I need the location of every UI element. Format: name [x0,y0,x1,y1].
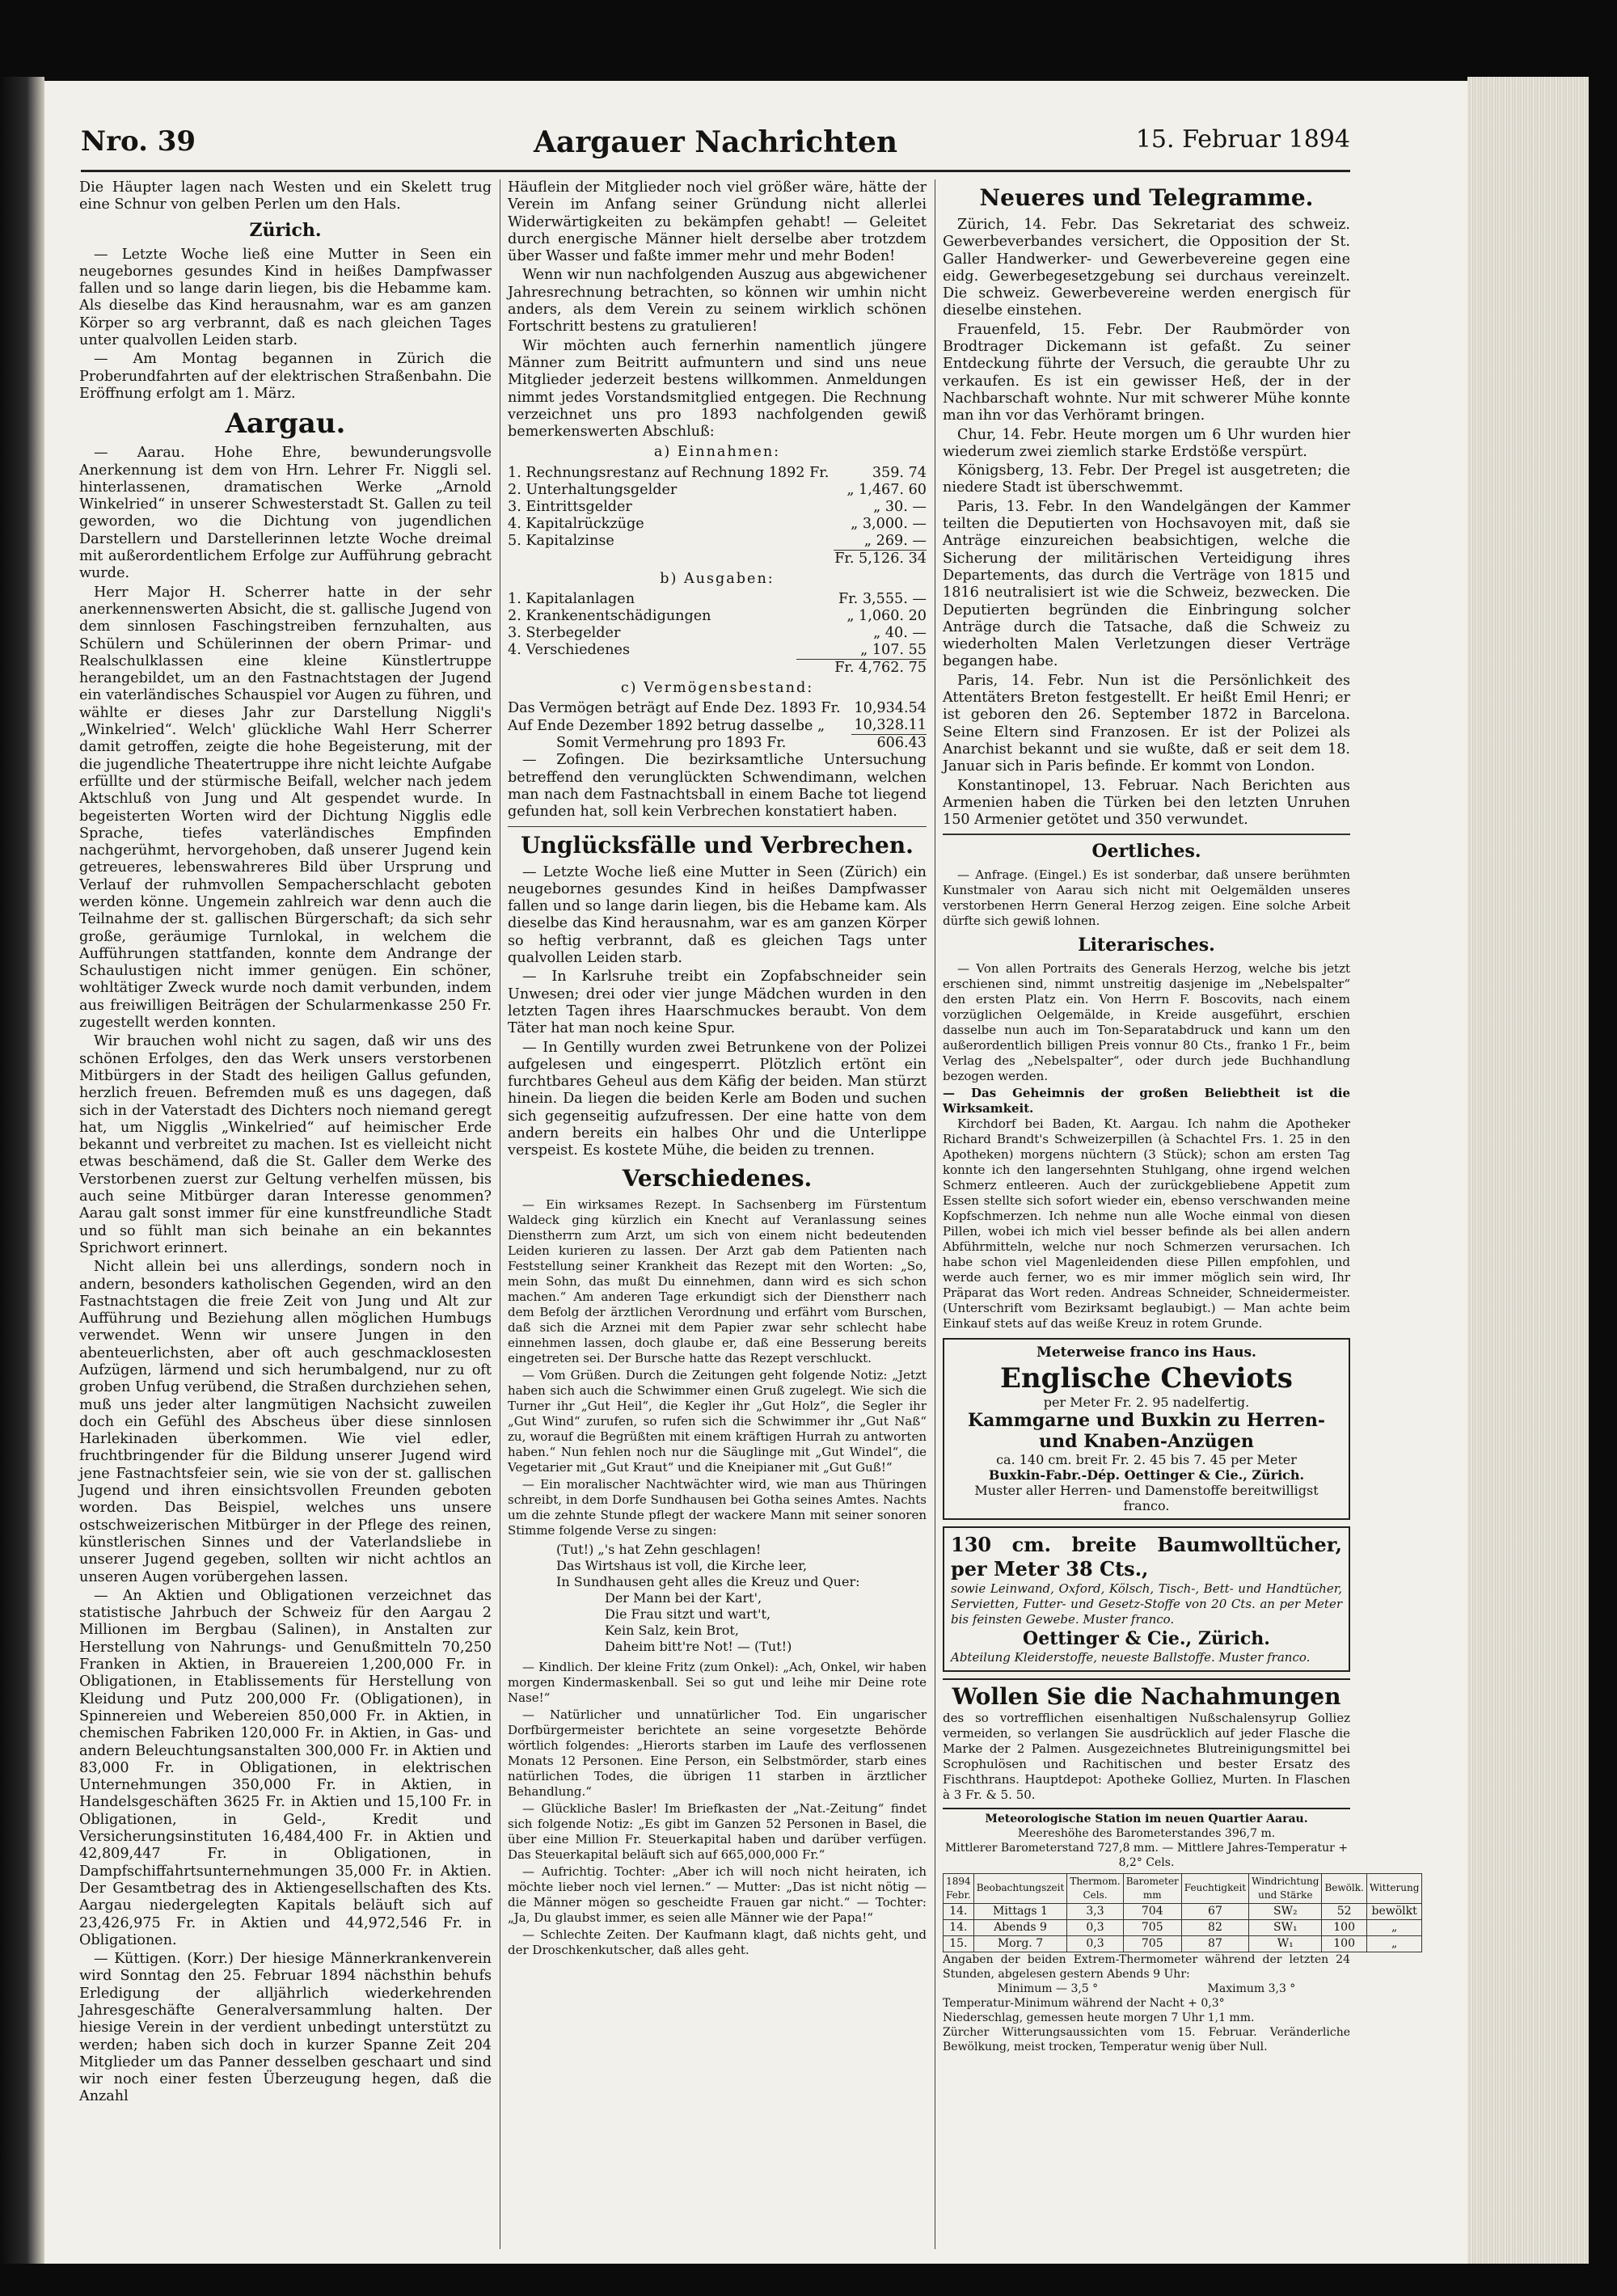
table-cell: 87 [1181,1935,1248,1952]
article-text: — Schlechte Zeiten. Der Kaufmann klagt, daß nichts geht, und der Droschkenkutscher, daß alles geht. [508,1927,927,1957]
table-cell: „ 3,000. — [851,515,927,532]
table-cell: 705 [1123,1935,1181,1952]
column-1 [79,179,492,2108]
column-2 [508,179,927,1960]
article-text: — Kindlich. Der kleine Fritz (zum Onkel): „Ach, Onkel, wir haben morgen Kindermaskenball. Sei so gut und leihe mir Deine rote Nase!“ [508,1659,927,1705]
ad-title: Wollen Sie die Nachahmungen [943,1678,1350,1711]
ad-line: Muster aller Herren- und Damenstoffe bereitwilligst franco. [974,1482,1319,1513]
table-total: Fr. 4,762. 75 [796,660,927,677]
advertisement-golliez [943,1678,1350,1803]
section-heading-ungluecksfaelle: Unglücksfälle und Verbrechen. [521,831,914,859]
ad-firm: Oettinger & Cie., Zürich. [1023,1627,1270,1649]
article-text: Konstantinopel, 13. Februar. Nach Berichten aus Armenien haben die Türken bei den letzten Unruhen 150 Armenier getötet und 350 verwundet. [943,777,1350,829]
table-cell: 704 [1123,1903,1181,1919]
table-cell: 4. Verschiedenes [508,642,630,659]
table-header: Beobachtungszeit [973,1873,1067,1903]
table-cell: 3,3 [1067,1903,1123,1919]
verse-line: Das Wirtshaus ist voll, die Kirche leer, [556,1557,808,1573]
table-cell: Fr. 3,555. — [838,591,927,608]
column-3 [943,179,1420,2054]
table-header: Bewölk. [1322,1873,1366,1903]
table-row [508,717,927,735]
table-row [944,1903,1422,1919]
table-cell: Mittags 1 [973,1903,1067,1919]
article-text: — Von allen Portraits des Generals Herzog, welche bis jetzt erschienen sind, nimmt unstreitig dasjenige im „Nebelspalter“ den ersten Platz ein. Von Herrn F. Boscovits, nach einem vorzüglichen Oelgemälde, in Kreide ausgeführt, erschien dasselbe nun auch im Ton-Separatabdruck und kann um den außerordentlich billigen Preis vonnur 80 Cts., franko 1 Fr., beim Verlag des „Nebelspalter“, oder durch jede Buchhandlung bezogen werden. [943,961,1350,1084]
table-cell: 0,3 [1067,1919,1123,1935]
table-cell: „ 30. — [873,498,927,515]
table-cell: „ 269. — [863,532,927,549]
account-subheading: c) Vermögensbestand: [620,680,814,697]
advertisement-baumwolltuecher [943,1526,1350,1672]
vermoegen-table [508,700,927,752]
weather-note: Angaben der beiden Extrem-Thermometer während der letzten 24 Stunden, abgelesen gestern Abends 9 Uhr: [943,1952,1350,1981]
table-cell: 15. [944,1935,974,1952]
table-cell: 10,934.54 [854,700,927,717]
ad-text: Kirchdorf bei Baden, Kt. Aargau. Ich nahm die Apotheker Richard Brandt's Schweizerpillen (à Schachtel Frs. 1. 25 in den Apotheken) morgens nüchtern (3 Stück); schon am ersten Tag konnte ich den langersehnten Stuhlgang, ohne irgend welchen Schmerz entleeren. Auch der zurückgebliebene Appetit zum Essen stellte sich sofort wieder ein, ebenso verschwanden meine Kopfschmerzen. Ich nehme nun alle Woche einmal von diesen Pillen, wobei ich mich viel besser befinde als bei allen andern Abführmitteln, welche nur noch Schmerzen verursachen. Ich habe schon viel Magenleidenden diese Pillen empfohlen, und werde auch ferner, wo es mir immer möglich sein wird, Ihr Präparat das Wort reden. Andreas Schneider, Schneidermeister. (Unterschrift vom Bezirksamt beglaubigt.) — Man achte beim Einkauf stets auf das weiße Kreuz in rotem Grunde. [943,1116,1350,1332]
page-left-edge [0,77,44,2264]
table-cell: SW₂ [1249,1903,1322,1919]
table-row [508,516,927,533]
article-text: Wir möchten auch fernerhin namentlich jüngere Männer zum Beitritt aufmuntern und sind uns neue Mitglieder jederzeit bestens willkommen. Anmeldungen nimmt jedes Vorstandsmitglied entgegen. Die Rechnung verzeichnet uns pro 1893 nachfolgenden gewiß bemerkenswerten Abschluß: [508,337,927,441]
ad-line: ca. 140 cm. breit Fr. 2. 45 bis 7. 45 per Meter [996,1451,1297,1467]
table-cell: 2. Krankenentschädigungen [508,608,711,625]
table-cell: Abends 9 [973,1919,1067,1935]
table-row [508,660,927,677]
verse-line: Kein Salz, kein Brot, [605,1622,739,1638]
table-row [508,482,927,499]
weather-forecast: Zürcher Witterungsaussichten vom 15. Februar. Veränderliche Bewölkung, meist trocken, Temperatur wenig über Null. [943,2025,1350,2053]
weather-max: Maximum 3,3 ° [1207,1982,1296,1995]
issue-number: Nro. 39 [81,125,196,158]
section-heading-neueres: Neueres und Telegramme. [979,184,1314,211]
weather-extremes [943,1982,1350,1996]
table-cell: 52 [1322,1903,1366,1919]
article-text: — Aarau. Hohe Ehre, bewunderungsvolle Anerkennung ist dem von Hrn. Lehrer Fr. Niggli sel. hinterlassenen, dramatischen Werke „Arnold Winkelried“ in unserer Schwesterstadt St. Gallen zu teil geworden, wo die Dichtung von jugendlichen Darstellern und Darstellerinnen letzte Woche dreimal mit außerordentlichem Erfolge zur Aufführung gebracht wurde. [79,445,492,582]
ad-line: Meterweise franco ins Haus. [1036,1344,1256,1361]
table-header: Feuchtigkeit [1181,1873,1248,1903]
weather-table [943,1873,1422,1952]
article-text: — Ein wirksames Rezept. In Sachsenberg im Fürstentum Waldeck ging kürzlich ein Knecht auf Veranlassung seines Dienstherrn zum Arzt, um sich von einem nicht bedeutenden Leiden kurieren zu lassen. Der Arzt gab dem Patienten nach Feststellung seiner Krankheit das Rezept mit den Worten: „So, mein Sohn, das mußt Du einnehmen, dann wird es sich schon machen.“ Am anderen Tage erkundigt sich der Dienstherr nach dem Befolg der ärztlichen Verordnung und erfährt vom Burschen, daß sich die Arznei mit dem Papier zwar sehr schlecht habe einnehmen lassen, doch glaube er, daß eine Besserung bereits eingetreten sei. Der Bursche hatte das Rezept verschluckt. [508,1197,927,1365]
table-cell: Somit Vermehrung pro 1893 Fr. [556,735,787,752]
ad-title: Englische Cheviots [1000,1361,1293,1395]
table-row [508,465,927,482]
table-cell: „ [1366,1935,1422,1952]
article-text: Häuflein der Mitglieder noch viel größer wäre, hätte der Verein im Anfang seiner Gründung nicht allerlei Widerwärtigkeiten zu bekämpfen gehabt! — Geleitet durch energische Männer hielt derselbe aber trotzdem über Wasser und faßte immer mehr und mehr Boden! [508,179,927,265]
article-text: — Letzte Woche ließ eine Mutter in Seen ein neugebornes gesundes Kind in heißes Dampfwasser fallen und so lange darin liegen, bis die Hebamme kam. Als dieselbe das Kind herausnahm, war es am ganzen Körper so arg verbrannt, daß es nach gleichen Tages unter qualvollen Leiden starb. [79,246,492,349]
article-text: — Letzte Woche ließ eine Mutter in Seen (Zürich) ein neugebornes gesundes Kind in heißes Dampfwasser fallen und so lange darin liegen, bis die Hebame kam. Als dieselbe das Kind herausnahm, war es am ganzen Körper so heftig verbrannt, daß es gleichen Tags unter qualvollen Leiden starb. [508,863,927,967]
article-text: — Glückliche Basler! Im Briefkasten der „Nat.-Zeitung“ findet sich folgende Notiz: „Es gibt im Ganzen 52 Personen in Basel, die über eine Million Fr. Steuerkapital haben und darüber verfügen. Das Steuerkapital beläuft sich auf 665,000,000 Fr.“ [508,1800,927,1862]
ad-title: 130 cm. breite Baumwolltücher, per Meter 38 Cts., [951,1532,1342,1581]
ad-text: des so vortrefflichen eisenhaltigen Nußschalensyrup Golliez vermeiden, so verlangen Sie ausdrücklich auf jeder Flasche die Marke der 2 Palmen. Ausgezeichnetes Blutreinigungsmittel bei Scrophulösen und Rachitischen und bester Ersatz des Fischthrans. Hauptdepot: Apotheke Golliez, Murten. In Flaschen à 3 Fr. & 5. 50. [943,1710,1350,1802]
ad-text: Abteilung Kleiderstoffe, neueste Ballstoffe. Muster franco. [951,1649,1311,1665]
article-text: — Aufrichtig. Tochter: „Aber ich will noch nicht heiraten, ich möchte lieber noch viel lernen.“ — Mutter: „Das ist nicht nötig — die Männer mögen so gescheidte Frauen gar nicht.“ — Tochter: „Ja, Du glaubst immer, es seien alle Männer wie der Papa!“ [508,1863,927,1925]
weather-sub: Meereshöhe des Barometerstandes 396,7 m. [1017,1826,1276,1840]
table-header: Barometer mm [1123,1873,1181,1903]
weather-note: Niederschlag, gemessen heute morgen 7 Uhr 1,1 mm. [943,2011,1255,2024]
table-cell: 4. Kapitalrückzüge [508,515,644,532]
table-row [508,533,927,551]
verse-line: (Tut!) „'s hat Zehn geschlagen! [556,1541,762,1557]
article-text: — In Karlsruhe treibt ein Zopfabschneider sein Unwesen; drei oder vier junge Mädchen wurden in den letzten Tagen ihres Haarschmuckes beraubt. Von dem Täter hat man noch keine Spur. [508,969,927,1037]
weather-title: Meteorologische Station im neuen Quartier Aarau. [985,1812,1308,1825]
ad-text: sowie Leinwand, Oxford, Kölsch, Tisch-, Bett- und Handtücher, Servietten, Futter- und Gesetz-Stoffe von 20 Cts. an per Meter bis feinsten Gewebe. Muster franco. [951,1581,1342,1627]
table-cell: 1. Rechnungsrestanz auf Rechnung 1892 Fr. [508,464,830,481]
table-cell: „ [1366,1919,1422,1935]
table-row [508,591,927,608]
table-cell: „ 1,467. 60 [846,481,927,498]
ad-line: Buxkin-Fabr.-Dép. Oettinger & Cie., Zürich. [988,1467,1305,1483]
article-text: — Küttigen. (Korr.) Der hiesige Männerkrankenverein wird Sonntag den 25. Februar 1894 nächsthin behufs Erledigung der alljährlich wiederkehrenden Jahresgeschäfte Generalversammlung halten. Der hiesige Verein in der verdient unbedingt unterstützt zu werden; haben sich doch in kurzer Spanne Zeit 204 Mitglieder um das Panner desselben geschaart und sind wir noch einer festen Überzeugung hegen, daß die Anzahl [79,1951,492,2105]
section-heading-zuerich: Zürich. [249,219,322,241]
article-text: Nicht allein bei uns allerdings, sondern noch in andern, besonders katholischen Gegenden, wird an den Fastnachtstagen die freie Zeit von Jung und Alt zur Aufführung und Beziehung allen möglichen Humbugs verwendet. Wenn wir unsere Jungen in den abenteuerlichsten, aber oft auch geschmacklosesten Aufzügen, lärmend und sich herumbalgend, nur zu oft groben Unfug verübend, die Straßen durchziehen sehen, muß uns jeder alter langmütigen Nachsicht zuweilen doch ein Gefühl des Abscheus über diese sinnlosen Harlekinaden überkommen. Wie viel edler, fruchtbringender für die Bildung unserer Jugend wird jene Fastnachtsfeier sein, wie sie von der st. gallischen Jugend und ihren einsichtsvollen Freunden geboten worden. Das Beispiel, welches uns unsere ostschweizerischen Mitbürger in der Pflege des reinen, künstlerischen Sinnes und der Vaterlandsliebe in unserer Jugend gegeben, sollten wir nicht achtlos an unseren Augen vorübergehen lassen. [79,1259,492,1585]
article-text: — In Gentilly wurden zwei Betrunkene von der Polizei aufgelesen und eingesperrt. Plötzlich ertönt ein furchtbares Geheul aus dem Käfig der beiden. Man stürzt hinein. Da liegen die beiden Kerle am Boden und suchen sich gegenseitig aufzufressen. Der eine hatte von dem andern bereits ein halbes Ohr und die Unterlippe verspeist. Es kostete Mühe, die beiden zu trennen. [508,1039,927,1159]
table-row [944,1935,1422,1952]
header-rule [81,170,1350,172]
page-header [81,125,1350,166]
table-row [508,625,927,642]
account-subheading: a) Einnahmen: [653,444,781,461]
table-cell: „ 107. 55 [860,642,927,659]
article-text: Wir brauchen wohl nicht zu sagen, daß wir uns des schönen Erfolges, den das Werk unsers verstorbenen Mitbürgers in der Stadt des heiligen Gallus gefunden, herzlich freuen. Befremden muß es uns dagegen, daß sich in der Vaterstadt des Dichters noch niemand geregt hat, um Nigglis „Winkelried“ auf heimischer Erde bekannt und verbreitet zu machen. Ist es vielleicht nicht etwas beschämend, daß die St. Galler dem Werke des Verstorbenen zuerst zur Geltung verhelfen müssen, bis auch seine Mitbürger daran Interesse genommen? Aarau galt sonst immer für eine kunstfreundliche Stadt und so fühlt man sich beinahe an ein bekanntes Sprichwort erinnert. [79,1033,492,1256]
ausgaben-table [508,591,927,677]
verse-line: Die Frau sitzt und wart't, [605,1606,771,1622]
table-cell: 67 [1181,1903,1248,1919]
table-cell: 5. Kapitalzinse [508,533,614,549]
table-header-row [944,1873,1422,1903]
einnahmen-table [508,465,927,568]
article-text: Königsberg, 13. Febr. Der Pregel ist ausgetreten; die niedere Stadt ist überschwemmt. [943,462,1350,496]
article-text: Paris, 13. Febr. In den Wandelgängen der Kammer teilten die Deputierten von Hochsavoyen mit, daß sie Anträge einzureichen beabsichtigen, welche die Sicherung der militärischen Verteidigung ihres Departements, das durch die Verträge von 1815 und 1816 neutralisiert ist wie die Schweiz, bezwecken. Die Deputierten begründen die Einbringung solcher Anträge durch die Tatsache, daß die Schweiz zu wiederholten Malen Verletzungen dieser Verträge begangen habe. [943,498,1350,670]
table-row [508,700,927,717]
table-cell: W₁ [1249,1935,1322,1952]
article-text: Frauenfeld, 15. Febr. Der Raubmörder von Brodtrager Dickemann ist gefaßt. Zu seiner Entdeckung führte der Versuch, die geraubte Uhr zu verkaufen. Es ist ein gewisser Heß, der in der Nachbarschaft wohnte. Nur mit schwerer Mühe konnte man ihn vor das Verhöramt bringen. [943,321,1350,424]
table-cell: 606.43 [851,735,927,753]
table-cell: 100 [1322,1919,1366,1935]
section-rule [508,826,927,827]
article-text: Paris, 14. Febr. Nun ist die Persönlichkeit des Attentäters Breton festgestellt. Er heißt Emil Henri; er ist geboren den 26. September 1872 in Barcelona. Seine Eltern sind Franzosen. Er ist der Polizei als Anarchist bekannt und sie wußte, daß er seit dem 18. Januar sich in Paris befinde. Er kommt von London. [943,672,1350,775]
table-row [508,735,927,753]
article-text: — Vom Grüßen. Durch die Zeitungen geht folgende Notiz: „Jetzt haben sich auch die Schwimmer einen Gruß zugelegt. Wie sich die Turner ihr „Gut Heil“, die Kegler ihr „Gut Holz“, die Segler ihr „Gut Wind“ zurufen, so rufen sich die Schwimmer ihr „Gut Naß“ zu, worauf die Begrüßten mit einem kräftigen Hurrah zu antworten haben.“ Nun fehlen noch nur die Säuglinge mit „Gut Windel“, die Vegetarier mit „Gut Kraut“ und die Kneipianer mit „Gut Guß!“ [508,1367,927,1475]
table-cell: „ 1,060. 20 [846,608,927,625]
table-cell: Morg. 7 [973,1935,1067,1952]
table-row [508,608,927,625]
table-row [508,499,927,516]
ad-line: Kammgarne und Buxkin zu Herren- und Knaben-Anzügen [967,1409,1326,1452]
weather-min: Minimum — 3,5 ° [997,1982,1099,1995]
table-header: 1894 Febr. [944,1873,974,1903]
section-heading-literarisches: Literarisches. [1078,935,1215,956]
article-text: — An Aktien und Obligationen verzeichnet das statistische Jahrbuch der Schweiz für den Aargau 2 Millionen im Bergbau (Salinen), in Anstalten zur Herstellung von Nahrungs- und Genußmitteln 70,250 Franken in Aktien, in Brauereien 1,200,000 Fr. in Obligationen, in Etablissements für Herstellung von Kleidung und Putz 200,000 Fr. (Obligationen), in Spinnereien und Webereien 850,000 Fr. in Aktien, in chemischen Fabriken 120,000 Fr. in Aktien, in Gas- und andern Beleuchtungsanstalten 300,000 Fr. in Aktien und 83,000 Fr. in Obligationen, in elektrischen Unternehmungen 350,000 Fr. in Aktien, in Handelsgeschäften 3625 Fr. in Aktien und 15,100 Fr. in Obligationen, in Geld-, Kredit und Versicherungsinstituten 16,484,400 Fr. in Aktien und 42,809,447 Fr. in Obligationen, in Dampfschiffahrtsunternehmungen 35,000 Fr. in Aktien. Der Gesamtbetrag des in Aktiengesellschaften des Kts. Aargau niedergelegten Kapitals beläuft sich auf 23,426,975 Fr. in Aktien und 44,972,546 Fr. in Obligationen. [79,1587,492,1948]
table-cell: 3. Sterbegelder [508,625,621,642]
table-cell: 2. Unterhaltungsgelder [508,481,678,498]
article-text: — Am Montag begannen in Zürich die Proberundfahrten auf der elektrischen Straßenbahn. Die Eröffnung erfolgt am 1. März. [79,351,492,402]
article-text: Die Häupter lagen nach Westen und ein Skelett trug eine Schnur von gelben Perlen um den Hals. [79,179,492,213]
weather-block [943,1808,1420,2054]
newspaper-title: Aargauer Nachrichten [533,125,898,159]
article-text: Zürich, 14. Febr. Das Sekretariat des schweiz. Gewerbeverbandes versichert, die Opposition der St. Galler Handwerker- und Gewerbevereine gegen eine eidg. Gewerbegesetzgebung sei durchaus vereinzelt. Die schweiz. Gewerbevereine werden energisch für dieselbe einstehen. [943,217,1350,319]
book-page-edges [1467,77,1589,2264]
article-text: — Ein moralischer Nachtwächter wird, wie man aus Thüringen schreibt, in dem Dorfe Sundhausen bei Gotha seines Amtes. Nachts um die zehnte Stunde pflegt der wackere Mann mit seiner sonoren Stimme folgende Verse zu singen: [508,1476,927,1538]
table-cell: 82 [1181,1919,1248,1935]
table-total: Fr. 5,126. 34 [834,550,927,567]
section-heading-verschiedenes: Verschiedenes. [622,1164,813,1192]
ad-line: per Meter Fr. 2. 95 nadelfertig. [1043,1394,1250,1410]
table-cell: 359. 74 [872,464,927,481]
table-header: Witterung [1366,1873,1422,1903]
account-subheading: b) Ausgaben: [660,570,775,587]
issue-date: 15. Februar 1894 [1135,125,1350,154]
table-row [508,550,927,568]
table-cell: Auf Ende Dezember 1892 betrug dasselbe „ [508,717,825,734]
table-header: Thermom. Cels. [1067,1873,1123,1903]
article-text: Herr Major H. Scherrer hatte in der sehr anerkennenswerten Absicht, die st. gallische Jugend von dem sinnlosen Faschingstreiben fernzuhalten, aus Schülern und Schülerinnen der obern Primar- und Realschulklassen eine kleine Künstlertruppe herangebildet, um an den Fastnachtstagen der Jugend ein vaterländisches Schauspiel vor Augen zu führen, und wählte er dieses Jahr zur Darstellung Niggli's „Winkelried“. Welch' glückliche Wahl Herr Scherrer damit getroffen, zeigte die hohe Begeisterung, mit der die jugendliche Theatertruppe ihre nicht leichte Aufgabe erfüllte und der stürmische Beifall, welcher nach jedem Aktschluß von Jung und Alt gespendet wurde. In begeisterten Worten wird der Dichtung Nigglis edle Sprache, tiefes vaterländisches Empfinden nachgerühmt, hervorgehoben, daß unserer Jugend kein getreueres, lebenswahreres Bild über Ursprung und Verlauf der ruhmvollen Sempacherschlacht geboten werden könne. Ungemein zahlreich war denn auch die Teilnahme der st. gallischen Bürgerschaft; da sich sehr große, geräumige Turnlokal, in welchem die Aufführungen stattfanden, konnte dem Andrange der Schaulustigen nicht immer genügen. Ein schöner, wohltätiger Zweck wurde noch damit verbunden, indem aus freiwilligen Beiträgen der Schularmenkasse 250 Fr. zugestellt werden konnten. [79,584,492,1032]
table-cell [508,550,834,568]
section-rule [943,834,1350,835]
verse-line: Der Mann bei der Kart', [605,1589,762,1606]
verse-line: Daheim bitt're Not! — (Tut!) [605,1638,792,1654]
article-text: — Anfrage. (Eingel.) Es ist sonderbar, daß unsere berühmten Kunstmaler von Aarau sich nicht mit Oelgemälden unseres verstorbenen Herrn General Herzog zeigen. Eine solche Arbeit dürfte sich gewiß lohnen. [943,867,1350,929]
table-cell: 1. Kapitalanlagen [508,591,635,608]
article-text: — Zofingen. Die bezirksamtliche Untersuchung betreffend den verunglückten Schwendimann, welchen man nach dem Fastnachtsball in einem Bache tot liegend gefunden hat, soll kein Verbrechen konstatiert haben. [508,752,927,821]
table-row [508,642,927,660]
advertisement-cheviots [943,1338,1350,1519]
table-cell: 0,3 [1067,1935,1123,1952]
table-cell: Das Vermögen beträgt auf Ende Dez. 1893 Fr. [508,700,841,717]
verse-line: In Sundhausen geht alles die Kreuz und Quer: [556,1573,860,1589]
table-header: Windrichtung und Stärke [1249,1873,1322,1903]
table-row [944,1919,1422,1935]
table-cell: 14. [944,1919,974,1935]
table-cell: SW₁ [1249,1919,1322,1935]
article-text: — Natürlicher und unnatürlicher Tod. Ein ungarischer Dorfbürgermeister berichtete an seine vorgesetzte Behörde wörtlich folgendes: „Hierorts starben im Laufe des verflossenen Monats 12 Personen. Eine Person, ein Selbstmörder, starb eines natürlichen Todes, die übrigen 11 starben in ärztlicher Behandlung.“ [508,1707,927,1799]
ad-headline: — Das Geheimnis der großen Beliebtheit ist die Wirksamkeit. [943,1086,1350,1116]
table-cell: 705 [1123,1919,1181,1935]
table-cell: „ 40. — [873,625,927,642]
article-text: Chur, 14. Febr. Heute morgen um 6 Uhr wurden hier wiederum zwei ziemlich starke Erdstöße verspürt. [943,426,1350,460]
table-cell [508,660,796,677]
table-cell: bewölkt [1366,1903,1422,1919]
table-cell: 100 [1322,1935,1366,1952]
verse-block [556,1542,927,1655]
table-cell: 10,328.11 [854,717,927,734]
section-heading-aargau: Aargau. [225,407,346,441]
weather-sub: Mittlerer Barometerstand 727,8 mm. — Mittlere Jahres-Temperatur + 8,2° Cels. [944,1841,1349,1869]
table-cell: 3. Eintrittsgelder [508,498,632,515]
weather-note: Temperatur-Minimum während der Nacht + 0,3° [943,1996,1225,2010]
section-heading-oertliches: Oertliches. [1091,841,1201,863]
table-cell: 14. [944,1903,974,1919]
article-text: Wenn wir nun nachfolgenden Auszug aus abgewichener Jahresrechnung betrachten, so können wir umhin nicht anders, als dem Verein zu seinem wirklich schönen Fortschritt bestens zu gratulieren! [508,267,927,336]
